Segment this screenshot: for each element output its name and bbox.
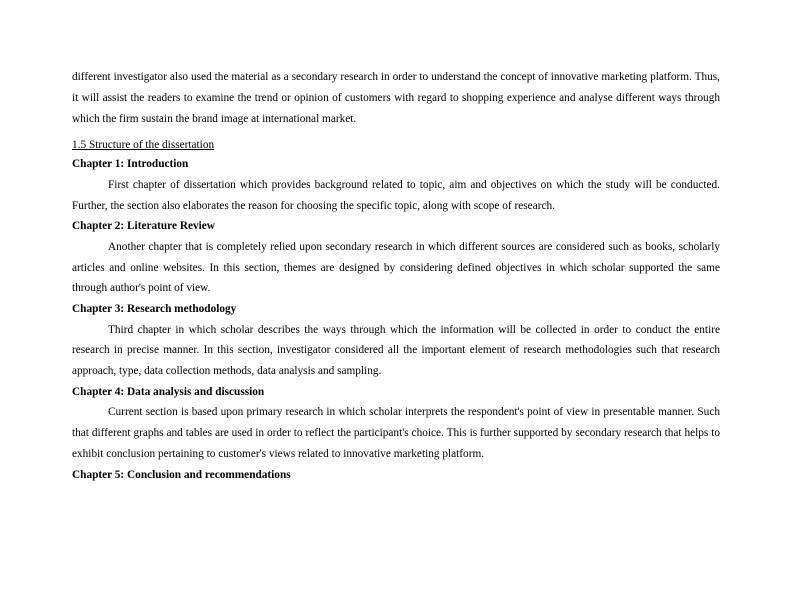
chapter-4-body: Current section is based upon primary research in which scholar interprets the respondent's point of view in presentable manner. Such that different graphs and tables are used in order to reflect the participant's choice. This is further supported by secondary research that helps to exhibit conclusion pertaining to customer's views related to innovative marketing platform. (72, 406, 720, 460)
chapter-2-body: Another chapter that is completely relied upon secondary research in which different sources are considered such as books, scholarly articles and online websites. In this section, themes are designed by considering defined objectives in which scholar supported the same through author's point of view. (72, 240, 720, 295)
chapter-3-heading: Chapter 3: Research methodology (72, 303, 237, 316)
chapter-3-body: Third chapter in which scholar describes the ways through which the information will be collected in order to conduct the entire research in precise manner. In this section, investigator considered all the important element of research methodologies such that research approach, type, data collection methods, data analysis and sampling. (72, 323, 720, 378)
intro-paragraph: different investigator also used the material as a secondary research in order to understand the concept of innovative marketing platform. Thus, it will assist the readers to examine the trend or opinion of customers with regard to shopping experience and analyse different ways through which the firm sustain the brand image at international market. (72, 71, 720, 125)
chapter-4-heading: Chapter 4: Data analysis and discussion (72, 385, 265, 398)
chapter-1-heading: Chapter 1: Introduction (72, 158, 189, 171)
chapter-2-heading: Chapter 2: Literature Review (72, 220, 215, 233)
chapter-1-body: First chapter of dissertation which provides background related to topic, aim and objectives on which the study will be conducted. Further, the section also elaborates the reason for choosing the specific topic, along with scope of research. (72, 178, 720, 212)
document-page (72, 67, 720, 485)
chapter-5-heading: Chapter 5: Conclusion and recommendations (72, 468, 291, 481)
section-title: 1.5 Structure of the dissertation (72, 139, 215, 152)
